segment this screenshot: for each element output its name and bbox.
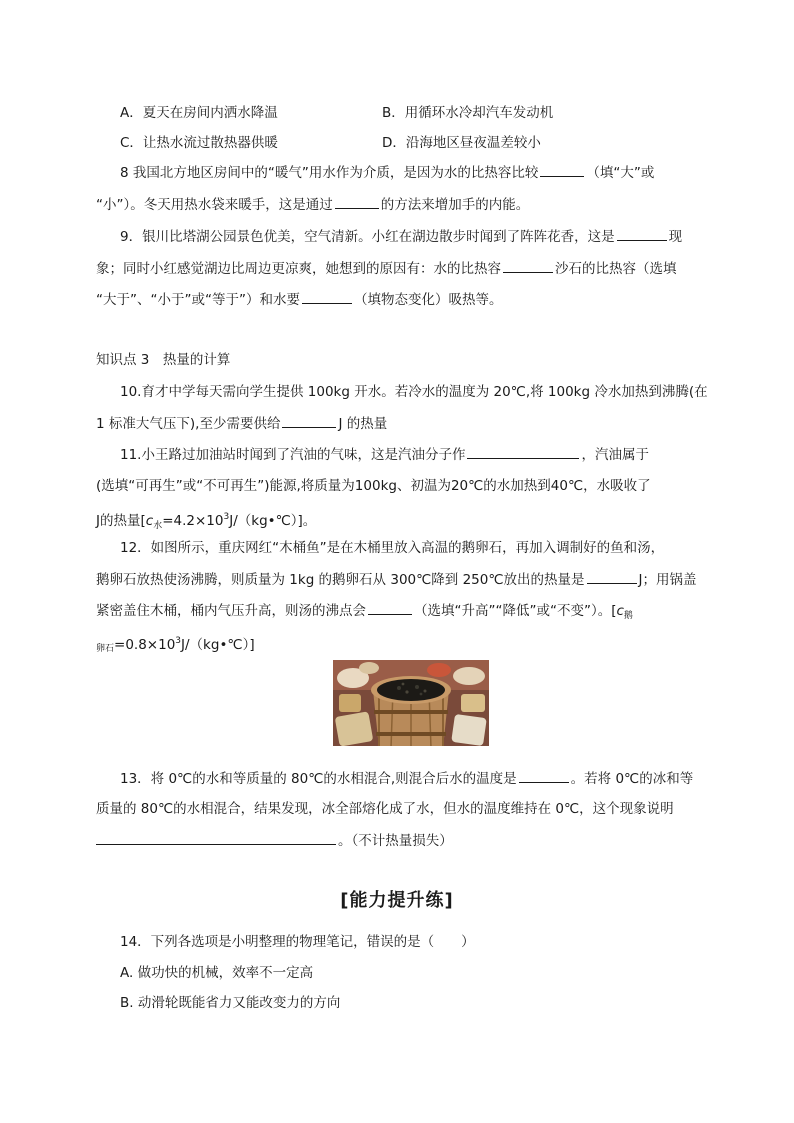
q8-blank-2[interactable] [335,194,379,209]
q12-text-4: 紧密盖住木桶，桶内气压升高，则汤的沸点会 [96,603,366,619]
q12-text-2: 鹅卵石放热使汤沸腾，则质量为 1kg 的鹅卵石从 300℃降到 250℃放出的热量是 [96,572,585,588]
q9-blank-2[interactable] [503,258,553,273]
q13-line3 [96,830,702,851]
q14-option-b [120,993,702,1013]
q8-text-3: “小”）。冬天用热水袋来暖手，这是通过 [96,197,333,213]
q9-line1 [120,226,702,247]
q10-line1 [120,382,708,402]
q11-blank-1[interactable] [467,444,579,459]
section-heading-3: 知识点 3 热量的计算 [96,352,231,368]
section-title: [能力提升练] [340,890,454,911]
q12-line2 [96,569,702,590]
q7-option-c: C．让热水流过散热器供暖 [120,135,278,151]
q8-text-2: （填“大”或 [586,165,655,181]
q10-blank-1[interactable] [282,413,336,428]
q11-line3 [96,507,702,536]
q11-line1 [120,444,702,465]
q9-text-4: 沙石的比热容（选填 [555,261,677,277]
q7-option-b: B．用循环水冷却汽车发动机 [382,105,554,121]
q12-blank-2[interactable] [368,600,412,615]
q10-text-2: 1 标准大气压下),至少需要供给 [96,416,281,432]
q8-text-1: 8 我国北方地区房间中的“暖气”用水作为介质，是因为水的比热容比较 [120,165,539,181]
q11-text-5: =4.2×10 [162,513,224,529]
q13-line2 [96,799,702,819]
q11-text-6: J/（kg•℃）]。 [229,513,317,529]
q7-option-a: A．夏天在房间内洒水降温 [120,105,278,121]
q12-line4 [96,631,702,659]
q10-text-1: 10.育才中学每天需向学生提供 100kg 开水。若冷水的温度为 20℃,将 100kg 冷水加热到沸腾(在 [120,384,708,400]
q11-text-1: 11.小王路过加油站时闻到了汽油的气味，这是汽油分子作 [120,447,466,463]
q12-text-5: （选填“升高”“降低”或“不变”）。[ [414,603,617,619]
q14-option-a [120,963,702,983]
q11-text-2: ，汽油属于 [581,447,649,463]
q9-text-5: “大于”、“小于”或“等于”）和水要 [96,292,300,308]
q13-text-1: 13．将 0℃的水和等质量的 80℃的水相混合,则混合后水的温度是 [120,771,517,787]
q9-blank-3[interactable] [302,289,352,304]
wooden-bucket-fish-photo [333,660,489,754]
q10-line2 [96,413,702,434]
q13-text-2: 。若将 0℃的冰和等 [570,771,694,787]
q11-line2 [96,476,702,496]
q8-text-4: 的方法来增加手的内能。 [380,197,530,213]
q8-line2 [96,194,702,215]
q13-text-4: 。（不计热量损失） [338,833,453,849]
q12-text-1: 12．如图所示，重庆网红“木桶鱼”是在木桶里放入高温的鹅卵石，再加入调制好的鱼和汤， [120,540,665,556]
q9-text-2: 现 [668,229,683,245]
q11-text-4: J的热量[ [96,513,146,529]
bucket-fish-illustration [333,660,489,754]
q14-stem [120,932,702,952]
q11-c-subscript: 水 [153,521,163,531]
q11-c-symbol: c [145,513,154,529]
q12-exponent: 3 [175,636,182,646]
q8-line1 [120,162,702,183]
q9-blank-1[interactable] [617,226,667,241]
q12-line1 [120,538,702,558]
q13-text-3: 质量的 80℃的水相混合，结果发现，冰全部熔化成了水，但水的温度维持在 0℃，这个现象说明 [96,801,674,817]
q12-text-3: J；用锅盖 [638,572,697,588]
q12-blank-1[interactable] [587,569,637,584]
q9-line2 [96,258,702,279]
q14-option-b-text: B. 动滑轮既能省力又能改变力的方向 [120,995,341,1011]
q9-text-6: （填物态变化）吸热等。 [353,292,503,308]
q13-blank-1[interactable] [519,768,569,783]
q12-c-symbol: c [616,603,624,619]
q12-text-6: =0.8×10 [114,637,176,653]
q9-text-1: 9．银川比塔湖公园景色优美，空气清新。小红在湖边散步时闻到了阵阵花香，这是 [120,229,615,245]
q13-line1 [120,768,702,789]
q12-line3 [96,600,702,626]
q13-blank-2[interactable] [96,830,336,845]
q14-option-a-text: A. 做功快的机械，效率不一定高 [120,965,314,981]
q9-text-3: 象；同时小红感觉湖边比周边更凉爽，她想到的原因有：水的比热容 [96,261,501,277]
q8-blank-1[interactable] [540,162,584,177]
q12-c-subscript-cont: 卵石 [96,644,115,654]
q14-text: 14．下列各选项是小明整理的物理笔记，错误的是（ ） [120,934,475,950]
q11-text-3: (选填“可再生”或“不可再生”)能源,将质量为100kg、初温为20℃的水加热到40℃，水吸收了 [96,478,651,494]
q10-text-3: J 的热量 [338,416,388,432]
q11-exponent: 3 [223,512,230,522]
q12-text-7: J/（kg•℃）] [181,637,255,653]
q9-line3 [96,289,702,310]
q7-option-d: D．沿海地区昼夜温差较小 [382,135,541,151]
q12-c-subscript: 鹅 [623,611,633,621]
